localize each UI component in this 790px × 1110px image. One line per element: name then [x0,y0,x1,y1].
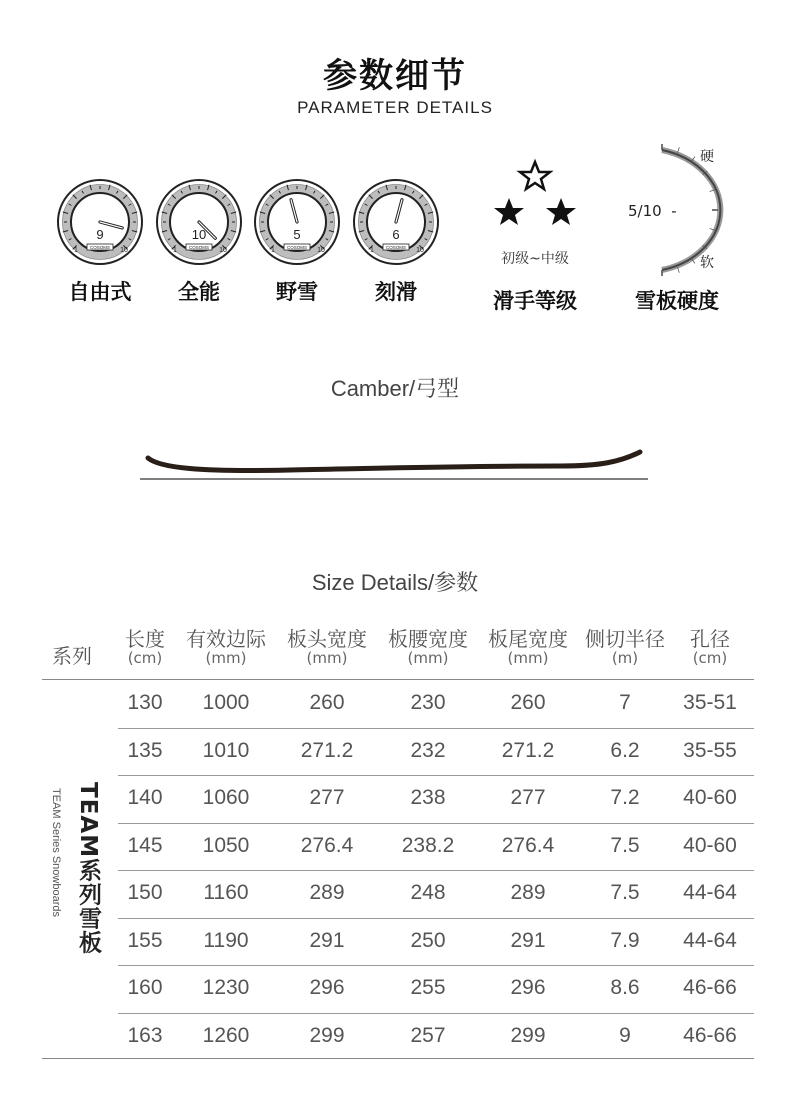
series-name-en: TEAM Series Snowboards [50,788,62,917]
svg-text:10: 10 [120,247,128,254]
gauge-dial-icon [155,178,243,266]
gauge-label-powder: 野雪 [276,280,318,304]
table-cell: 238 [410,786,446,809]
row-divider [118,918,754,919]
table-cell: 163 [127,1023,163,1047]
table-cell: 44-64 [683,881,737,904]
table-cell: 7.2 [610,786,640,809]
row-divider [118,1013,754,1014]
svg-text:1: 1 [370,247,374,254]
camber-title: Camber/弓型 [330,376,460,401]
gauge-label-carving: 刻滑 [375,280,417,304]
table-cell: 289 [309,881,345,904]
table-cell: 1190 [203,928,249,952]
series-name-cn: TEAM系列雪板 [75,782,101,955]
gauge-powder [253,178,341,270]
stiffness-hard-label: 硬 [700,149,714,165]
col-header-length: 长度 (cm) [125,627,165,667]
table-cell: 260 [309,691,345,714]
table-cell: 7.9 [610,928,640,952]
table-cell: 145 [127,833,163,857]
table-cell: 35-51 [683,691,737,714]
table-cell: 1010 [202,738,250,762]
table-cell: 291 [510,928,546,952]
table-cell: 250 [410,928,446,952]
svg-text:5: 5 [293,227,301,242]
svg-text:COSOMS: COSOMS [385,245,407,250]
svg-text:1: 1 [74,247,78,254]
table-cell: 291 [309,928,345,952]
table-cell: 238.2 [401,833,455,857]
table-cell: 40-60 [683,786,737,809]
table-cell: 40-60 [683,833,737,857]
table-cell: 44-64 [683,928,737,952]
svg-text:9: 9 [96,227,104,242]
table-cell: 260 [510,691,546,714]
table-cell: 6.2 [610,738,640,762]
stiffness-value: 5/10 - [628,202,677,220]
gauge-carving [352,178,440,270]
gauge-dial-icon [352,178,440,266]
svg-text:COSOMS: COSOMS [188,245,210,250]
table-cell: 271.2 [300,738,354,762]
table-cell: 296 [309,976,345,999]
col-header-nose-width: 板头宽度 (mm) [287,627,367,667]
svg-text:COSOMS: COSOMS [89,245,111,250]
skill-label: 滑手等级 [493,289,577,313]
table-cell: 299 [309,1023,345,1047]
page-subtitle: PARAMETER DETAILS [297,98,493,117]
table-cell: 257 [410,1023,446,1047]
table-cell: 1160 [203,881,249,904]
table-cell: 7.5 [610,833,640,857]
svg-text:6: 6 [392,227,400,242]
svg-text:10: 10 [191,227,207,242]
svg-text:10: 10 [416,247,424,254]
stiffness-soft-label: 软 [700,255,714,271]
col-header-tail-width: 板尾宽度 (mm) [488,627,568,667]
gauge-allmountain [155,178,243,270]
svg-text:1: 1 [173,247,177,254]
stiffness-label: 雪板硬度 [635,289,719,313]
table-cell: 296 [510,976,546,999]
table-cell: 1000 [202,691,250,714]
col-header-sidecut-radius: 侧切半径 (m) [585,627,665,667]
table-bottom-divider [42,1058,754,1059]
table-cell: 255 [410,976,446,999]
table-cell: 289 [510,881,546,904]
table-cell: 230 [410,691,446,714]
table-cell: 277 [309,786,345,809]
row-divider [118,775,754,776]
table-cell: 160 [127,976,163,999]
table-cell: 9 [619,1023,631,1047]
svg-text:10: 10 [317,247,325,254]
table-cell: 1260 [202,1023,250,1047]
row-divider [118,728,754,729]
table-cell: 248 [410,881,446,904]
star-filled-icon [546,198,576,225]
table-cell: 1060 [202,786,250,809]
table-cell: 1050 [202,833,250,857]
table-cell: 155 [127,928,163,952]
table-cell: 140 [127,786,163,809]
star-empty-icon [520,162,550,189]
skill-level-text: 初级~中级 [501,251,569,267]
star-filled-icon [494,198,524,225]
table-cell: 130 [127,691,163,714]
gauge-dial-icon [253,178,341,266]
camber-profile-illustration [140,446,650,482]
svg-text:10: 10 [219,247,227,254]
gauge-label-freestyle: 自由式 [68,280,132,304]
table-cell: 277 [510,786,546,809]
row-divider [118,965,754,966]
col-header-waist-width: 板腰宽度 (mm) [388,627,468,667]
gauge-label-allmountain: 全能 [178,280,220,304]
row-divider [118,823,754,824]
table-cell: 7.5 [610,881,640,904]
table-cell: 150 [127,881,163,904]
gauge-dial-icon [56,178,144,266]
size-title: Size Details/参数 [311,570,479,595]
table-cell: 46-66 [683,976,737,999]
table-cell: 46-66 [683,1023,737,1047]
table-cell: 8.6 [610,976,640,999]
series-header: 系列 [52,644,92,668]
table-cell: 135 [127,738,163,762]
table-cell: 232 [410,738,446,762]
table-cell: 7 [619,691,631,714]
page-title: 参数细节 [323,56,467,96]
row-divider [118,870,754,871]
table-cell: 276.4 [501,833,555,857]
col-header-effective-edge: 有效边际 (mm) [186,627,266,667]
table-top-divider [42,679,754,680]
svg-text:1: 1 [271,247,275,254]
col-header-hole-pattern: 孔径 (cm) [690,627,730,667]
gauge-freestyle [56,178,144,270]
table-cell: 299 [510,1023,546,1047]
svg-text:COSOMS: COSOMS [286,245,308,250]
table-cell: 1230 [202,976,250,999]
skill-stars [488,158,584,238]
table-cell: 276.4 [300,833,354,857]
table-cell: 271.2 [501,738,555,762]
table-cell: 35-55 [683,738,737,762]
